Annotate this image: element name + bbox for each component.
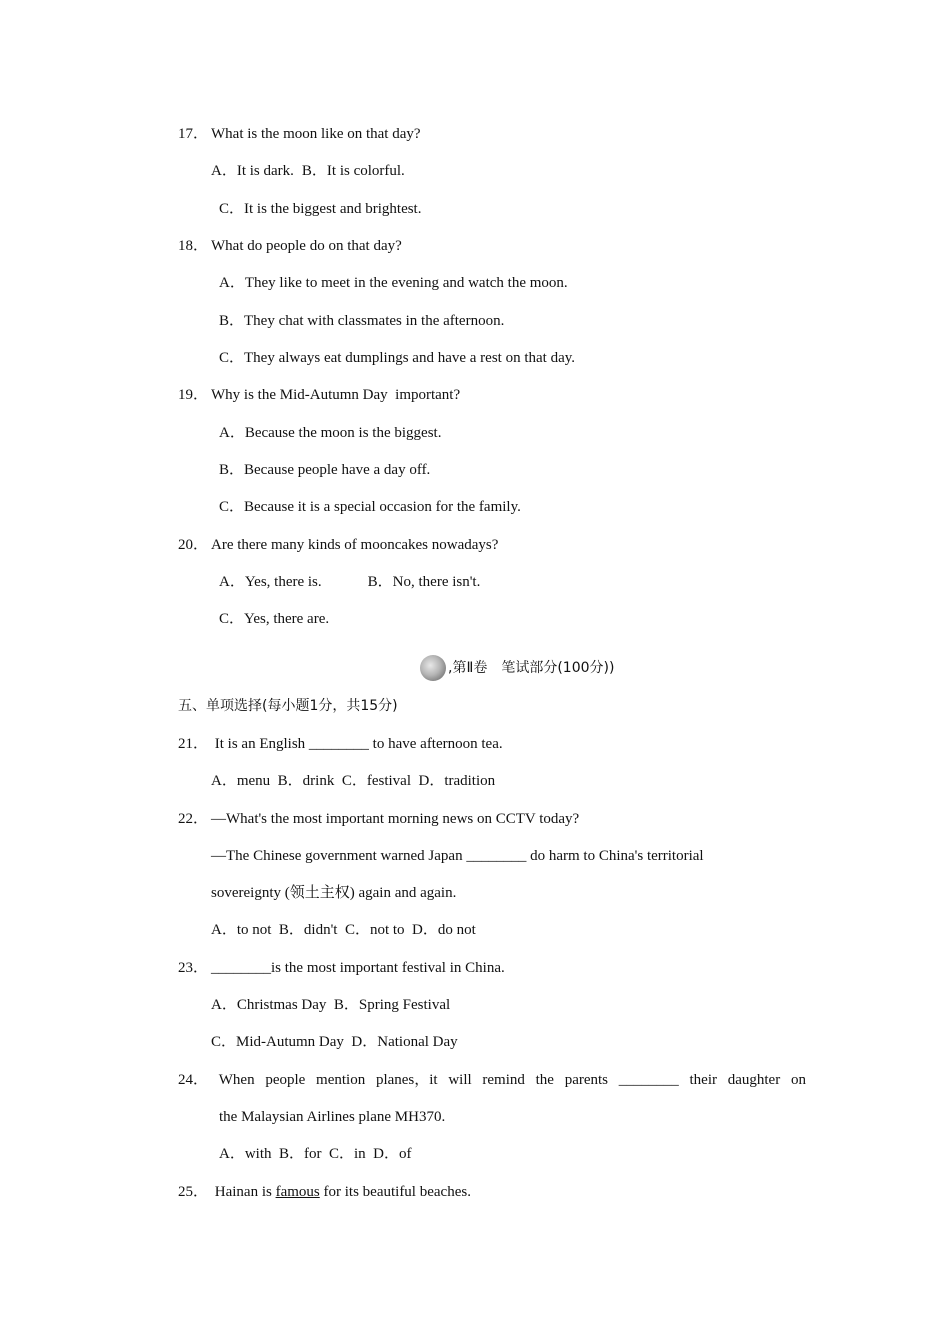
word: parents: [564, 1072, 609, 1088]
question-19: [178, 385, 460, 405]
option-a: A．Yes, there is.: [219, 574, 322, 590]
question-text: What is the moon like on that day?: [211, 126, 421, 142]
options-row: [211, 161, 405, 181]
options-row: [219, 572, 480, 592]
question-text: for its beautiful beaches.: [319, 1184, 471, 1200]
option-c: C．It is the biggest and brightest.: [219, 201, 422, 217]
question-17: [178, 124, 421, 144]
options-row: A．with B．for C．in D．of: [219, 1146, 412, 1162]
option-a: A．It is dark.: [211, 163, 294, 179]
option-a: A．Because the moon is the biggest.: [219, 425, 442, 441]
word: on: [790, 1072, 806, 1088]
underlined-word: famous: [275, 1184, 320, 1200]
option-c: C．Because it is a special occasion for the family.: [219, 499, 521, 515]
question-number: 25．: [178, 1184, 209, 1200]
question-21: [178, 734, 503, 754]
question-20: [178, 535, 498, 555]
option-b: B．It is colorful.: [301, 163, 405, 179]
question-number: 18．: [178, 238, 209, 254]
options-row: C．Mid-Autumn Day D．National Day: [211, 1034, 458, 1050]
option-a: A．They like to meet in the evening and watch the moon.: [219, 275, 568, 291]
answer-blank: ________: [466, 848, 527, 864]
question-text: Hainan is: [211, 1184, 276, 1200]
question-25: [178, 1182, 471, 1202]
options-row: A．to not B．didn't C．not to D．do not: [211, 922, 476, 938]
options-row: A．Christmas Day B．Spring Festival: [211, 997, 451, 1013]
question-number: 17．: [178, 126, 209, 142]
option-c: C．Yes, there are.: [219, 611, 330, 627]
question-text-line: [211, 846, 704, 866]
question-text: to have afternoon tea.: [368, 736, 503, 752]
question-number: 22．: [178, 811, 209, 827]
question-text: It is an English: [211, 736, 309, 752]
question-24: [178, 1070, 806, 1090]
question-text: is the most important festival in China.: [271, 960, 505, 976]
options-row: A．menu B．drink C．festival D．tradition: [211, 773, 496, 789]
question-18: [178, 236, 402, 256]
word: When: [218, 1072, 255, 1088]
word: their: [689, 1072, 717, 1088]
question-number: 23．: [178, 960, 209, 976]
question-number: 24．: [178, 1072, 209, 1088]
question-number: 19．: [178, 387, 209, 403]
word: mention: [316, 1072, 366, 1088]
question-text: Are there many kinds of mooncakes nowadays?: [211, 537, 499, 553]
answer-blank: ________: [211, 960, 271, 976]
word: will: [448, 1072, 472, 1088]
question-number: 20．: [178, 537, 209, 553]
question-number: 21．: [178, 736, 209, 752]
option-b: B．They chat with classmates in the afternoon.: [219, 313, 505, 329]
part-heading: 五、单项选择(每小题1分，共15分): [178, 698, 398, 714]
answer-blank: ________: [308, 736, 369, 752]
question-text: —What's the most important morning news on CCTV today?: [211, 811, 580, 827]
word: people: [265, 1072, 306, 1088]
section-title-text: ,第Ⅱ卷 笔试部分(100分)): [448, 660, 615, 676]
question-22: [178, 809, 579, 829]
answer-blank: ________: [618, 1072, 679, 1088]
section-badge-icon: [420, 655, 446, 681]
question-text: What do people do on that day?: [211, 238, 402, 254]
word: planes，it: [375, 1072, 438, 1088]
option-b: B．No, there isn't.: [367, 574, 481, 590]
question-text: Why is the Mid-Autumn Day important?: [211, 387, 461, 403]
word: daughter: [727, 1072, 781, 1088]
word: the: [535, 1072, 554, 1088]
question-text: do harm to China's territorial: [526, 848, 704, 864]
question-23: [178, 958, 505, 978]
option-c: C．They always eat dumplings and have a rest on that day.: [219, 350, 576, 366]
word: remind: [482, 1072, 525, 1088]
question-text: —The Chinese government warned Japan: [211, 848, 467, 864]
question-text-line: the Malaysian Airlines plane MH370.: [219, 1109, 446, 1125]
question-text-line: sovereignty (领土主权) again and again.: [211, 885, 457, 901]
option-b: B．Because people have a day off.: [219, 462, 431, 478]
section-title: [420, 654, 614, 682]
